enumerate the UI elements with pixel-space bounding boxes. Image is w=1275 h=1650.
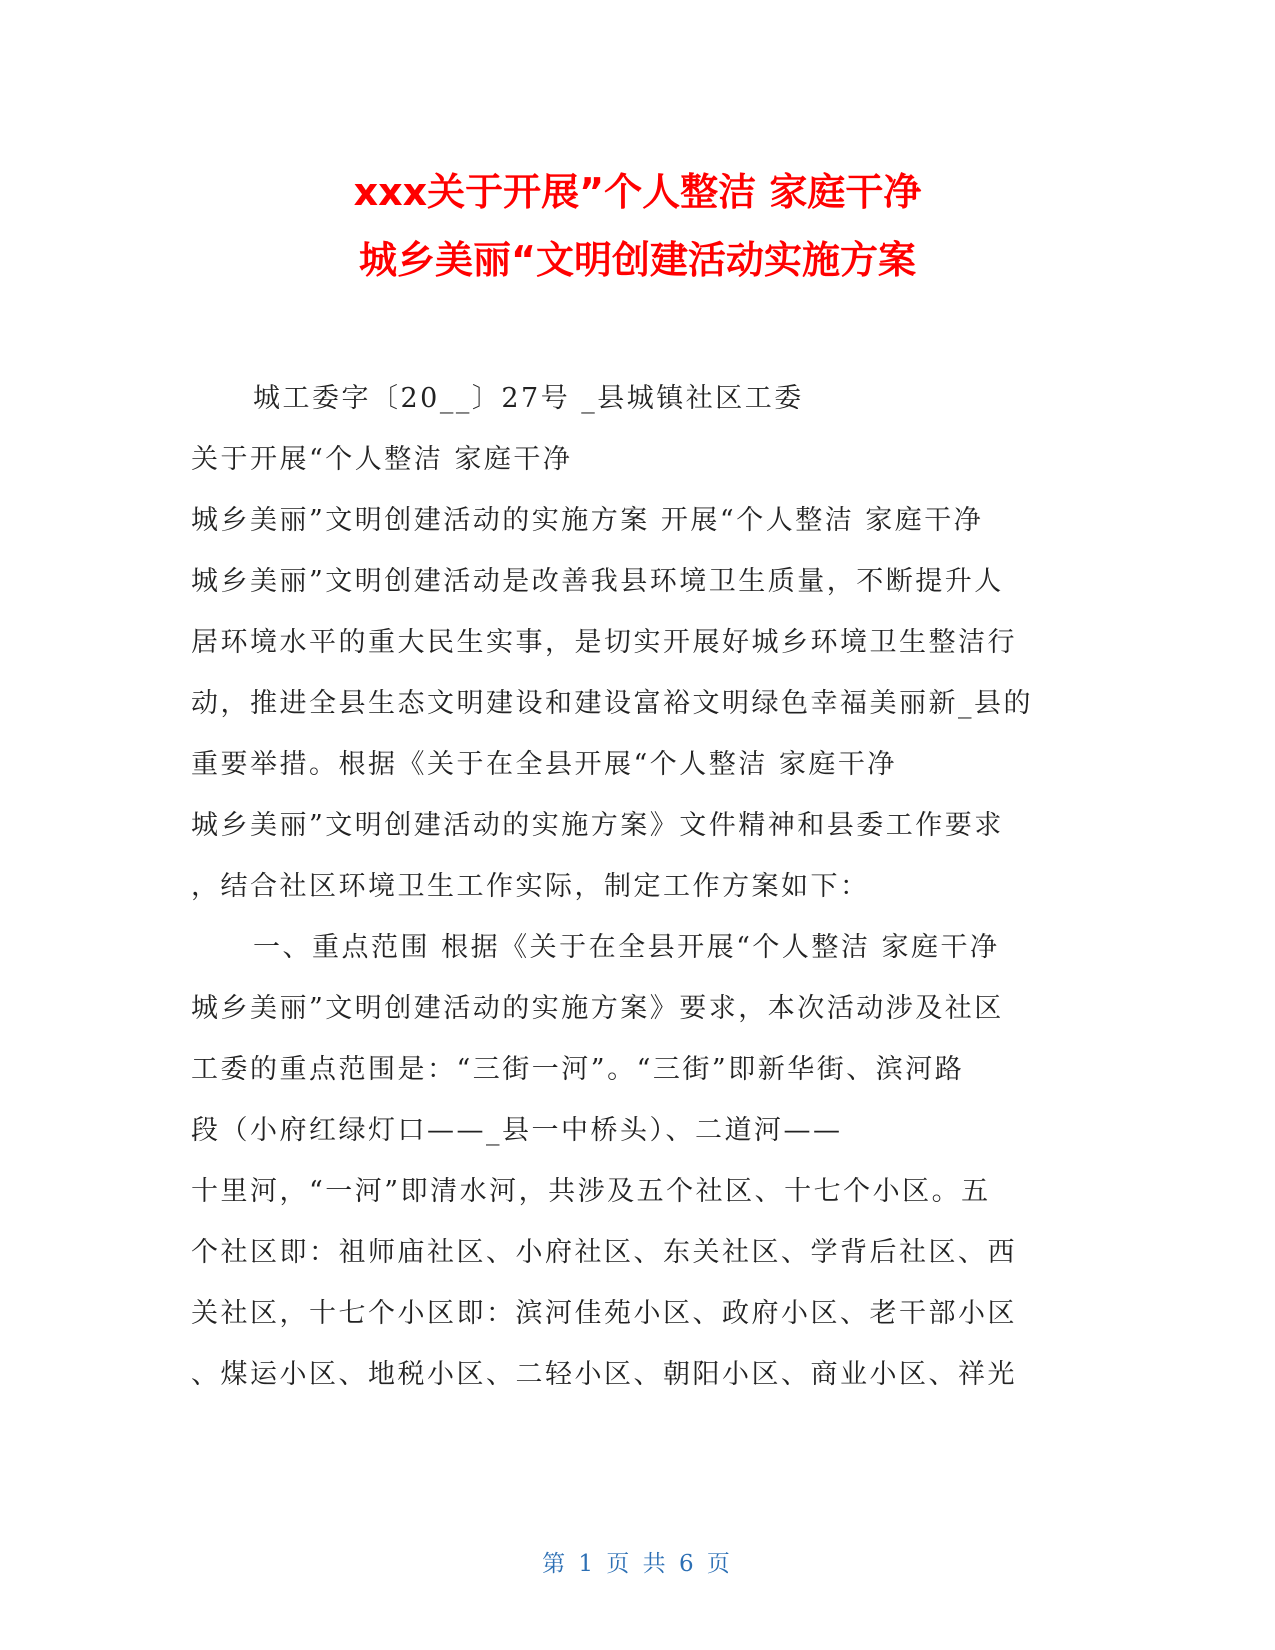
document-title-line-2: 城乡美丽“文明创建活动实施方案 — [359, 238, 916, 282]
body-line: 城乡美丽”文明创建活动的实施方案》要求，本次活动涉及社区 — [191, 993, 1004, 1024]
body-line: 居环境水平的重大民生实事，是切实开展好城乡环境卫生整洁行 — [191, 627, 1017, 658]
document-body — [191, 368, 1091, 1405]
body-line: 工委的重点范围是：“三街一河”。“三街”即新华街、滨河路 — [191, 1054, 965, 1085]
body-line: 关于开展“个人整洁 家庭干净 — [191, 444, 573, 475]
section-heading-line: 一、重点范围 根据《关于在全县开展“个人整洁 家庭干净 — [253, 932, 1000, 963]
body-line: 城乡美丽”文明创建活动是改善我县环境卫生质量，不断提升人 — [191, 566, 1004, 597]
body-line: 重要举措。根据《关于在全县开展“个人整洁 家庭干净 — [191, 749, 897, 780]
document-title-line-1: xxx关于开展”个人整洁 家庭干净 — [353, 170, 922, 214]
body-line: 城乡美丽”文明创建活动的实施方案 开展“个人整洁 家庭干净 — [191, 505, 984, 536]
body-line: 、煤运小区、地税小区、二轻小区、朝阳小区、商业小区、祥光 — [191, 1359, 1017, 1390]
body-line: 段（小府红绿灯口——_县一中桥头）、二道河—— — [191, 1115, 843, 1146]
page-number-footer: 第 1 页 共 6 页 — [542, 1551, 733, 1577]
body-line: 城乡美丽”文明创建活动的实施方案》文件精神和县委工作要求 — [191, 810, 1004, 841]
body-line: 关社区，十七个小区即：滨河佳苑小区、政府小区、老干部小区 — [191, 1298, 1017, 1329]
body-line: 个社区即：祖师庙社区、小府社区、东关社区、学背后社区、西 — [191, 1237, 1017, 1268]
body-line: ，结合社区环境卫生工作实际，制定工作方案如下： — [191, 871, 870, 902]
document-number-line: 城工委字〔20__〕27号 _县城镇社区工委 — [253, 383, 804, 414]
body-line: 十里河，“一河”即清水河，共涉及五个社区、十七个小区。五 — [191, 1176, 991, 1207]
body-line: 动，推进全县生态文明建设和建设富裕文明绿色幸福美丽新_县的 — [191, 688, 1033, 719]
